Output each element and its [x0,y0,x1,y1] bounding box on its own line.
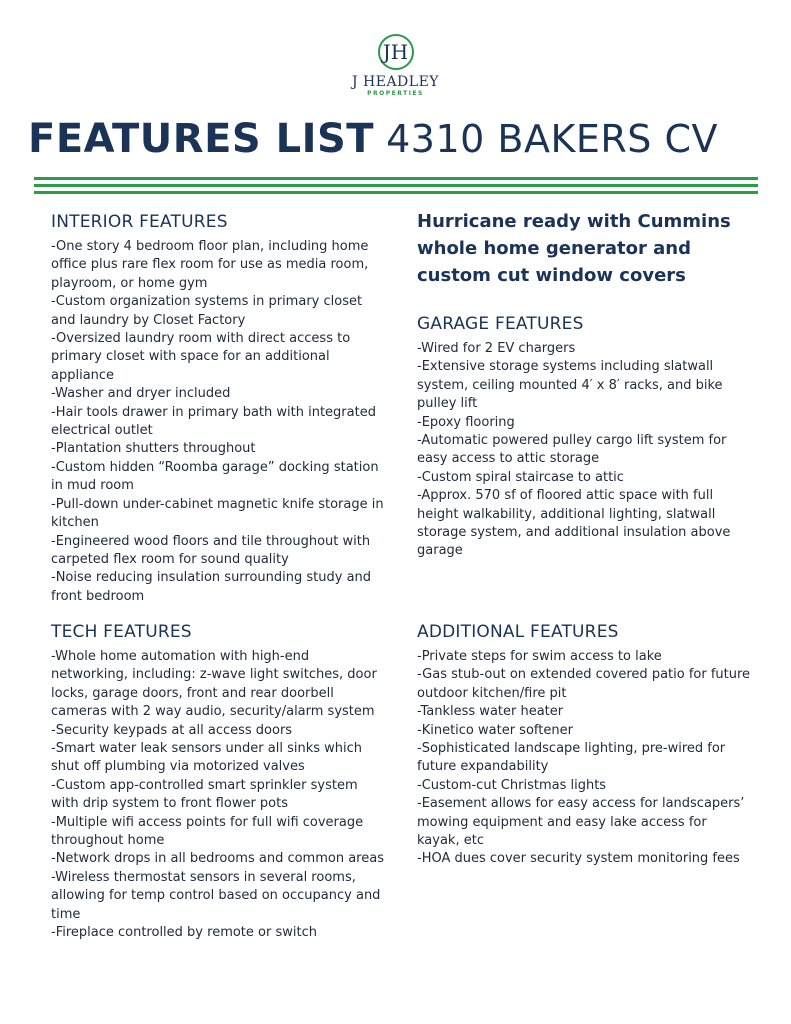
section-title: TECH FEATURES [51,622,192,642]
feature-item: -Epoxy flooring [417,414,515,430]
logo-mark: JH [378,34,414,70]
feature-item: -Hair tools drawer in primary bath with integrated electrical outlet [51,404,376,439]
divider-stripe-2 [34,184,758,187]
feature-item: -Security keypads at all access doors [51,722,293,738]
feature-item: -Kinetico water softener [417,722,573,738]
feature-item: -Automatic powered pulley cargo lift system for easy access to attic storage [417,433,727,467]
feature-item: -Sophisticated landscape lighting, pre-wired for future expandability [417,741,726,775]
feature-item: -Noise reducing insulation surrounding study and front bedroom [51,570,372,604]
feature-item: -Extensive storage systems including slatwall system, ceiling mounted 4′ x 8′ racks, and bike pulley lift [417,359,723,412]
feature-item: -Plantation shutters throughout [51,441,256,457]
feature-item: -HOA dues cover security system monitoring fees [417,851,740,867]
feature-item: -Whole home automation with high-end networking, including: z-wave light switches, door locks, garage doors, front and rear doorbell cameras with 2 way audio, security/alarm system [51,649,377,720]
interior-features-section [51,212,386,606]
feature-item: -Washer and dryer included [51,386,231,402]
section-title: ADDITIONAL FEATURES [417,622,619,642]
tech-features-section [51,622,386,943]
hurricane-highlight-section [417,208,752,289]
page-title [28,116,718,162]
feature-item: -Smart water leak sensors under all sinks which shut off plumbing via motorized valves [51,741,362,775]
feature-item: -Multiple wifi access points for full wifi coverage throughout home [51,814,364,849]
feature-item: -Wireless thermostat sensors in several rooms, allowing for temp control based on occupancy and time [51,869,381,922]
feature-item: -Custom hidden “Roomba garage” docking station in mud room [51,459,379,494]
divider-stripe-1 [34,177,758,180]
garage-features-list [417,340,752,561]
hurricane-highlight: Hurricane ready with Cummins whole home generator and custom cut window covers [417,211,731,286]
feature-item: -One story 4 bedroom floor plan, including home office plus rare flex room for use as media room, playroom, or home gym [51,239,369,291]
feature-item: -Custom app-controlled smart sprinkler system with drip system to front flower pots [51,777,358,812]
feature-item: -Custom organization systems in primary closet and laundry by Closet Factory [51,294,363,328]
feature-item: -Custom-cut Christmas lights [417,777,607,793]
garage-features-section [417,314,752,561]
tech-features-list [51,648,386,943]
title-address: 4310 BAKERS CV [386,117,719,161]
feature-item: -Fireplace controlled by remote or switch [51,925,317,941]
company-logo [0,34,791,97]
logo-subtitle: PROPERTIES [367,90,424,97]
divider-stripe-3 [34,191,758,194]
additional-features-list [417,648,752,869]
feature-item: -Oversized laundry room with direct access to primary closet with space for an additional appliance [51,331,351,383]
title-main: FEATURES LIST [28,116,375,162]
section-title: INTERIOR FEATURES [51,212,228,232]
feature-item: -Wired for 2 EV chargers [417,341,576,356]
section-title: GARAGE FEATURES [417,314,584,334]
feature-item: -Engineered wood floors and tile throughout with carpeted flex room for sound quality [51,533,371,567]
feature-item: -Pull-down under-cabinet magnetic knife storage in kitchen [51,496,384,531]
feature-item: -Private steps for swim access to lake [417,649,662,664]
additional-features-section [417,622,752,869]
feature-item: -Network drops in all bedrooms and common areas [51,851,384,867]
feature-item: -Custom spiral staircase to attic [417,469,624,485]
feature-item: -Easement allows for easy access for landscapers’ mowing equipment and easy lake access for kayak, etc [417,796,745,849]
feature-item: -Approx. 570 sf of floored attic space with full height walkability, additional lighting, slatwall storage system, and additional insulation above garage [417,488,731,559]
feature-item: -Gas stub-out on extended covered patio for future outdoor kitchen/fire pit [417,667,751,701]
logo-name: J HEADLEY [351,74,440,90]
feature-item: -Tankless water heater [417,704,564,720]
interior-features-list [51,238,386,606]
